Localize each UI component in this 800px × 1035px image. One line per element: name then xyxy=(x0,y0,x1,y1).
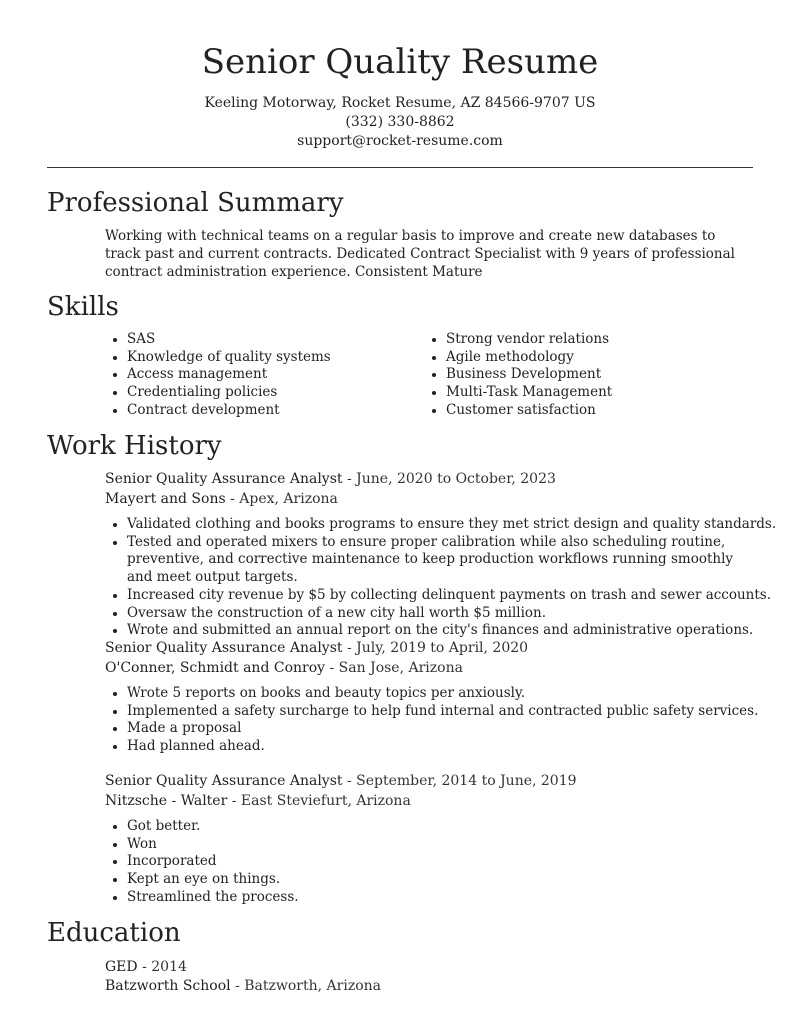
skills-list-left xyxy=(105,331,331,420)
job-dates: - June, 2020 to October, 2023 xyxy=(342,471,556,487)
summary-heading: Professional Summary xyxy=(47,188,344,218)
job-title: Senior Quality Assurance Analyst xyxy=(105,471,343,487)
job-bullet: • Oversaw the construction of a new city hall worth $5 million. xyxy=(127,605,776,623)
education-degree: GED xyxy=(105,959,138,975)
skills-heading: Skills xyxy=(47,292,119,322)
job-title-line xyxy=(105,470,556,489)
job-bullet: • Got better. xyxy=(127,818,299,836)
skills-list-right xyxy=(424,331,612,420)
skill-item: • Multi-Task Management xyxy=(446,384,612,402)
job-location: - East Steviefurt, Arizona xyxy=(227,793,411,809)
job-location: - Apex, Arizona xyxy=(225,491,338,507)
job-company-line xyxy=(105,659,463,678)
contact-address: Keeling Motorway, Rocket Resume, AZ 84566-9707 US xyxy=(204,95,596,111)
job-bullet: • Incorporated xyxy=(127,853,299,871)
job-bullets xyxy=(105,818,299,907)
skill-item: • Business Development xyxy=(446,366,612,384)
skill-item: • Agile methodology xyxy=(446,349,612,367)
job-bullet: • Tested and operated mixers to ensure proper calibration while also scheduling routine, preventive, and corrective maintenance to keep production workflows running smoothly and meet output targets. xyxy=(127,534,747,587)
job-title: Senior Quality Assurance Analyst xyxy=(105,773,343,789)
job-bullet: • Streamlined the process. xyxy=(127,889,299,907)
skill-item: • Access management xyxy=(127,366,331,384)
job-company-line xyxy=(105,792,411,811)
skill-item: • Credentialing policies xyxy=(127,384,331,402)
contact-phone: (332) 330-8862 xyxy=(345,114,455,130)
job-bullets xyxy=(105,685,758,756)
job-bullet: • Validated clothing and books programs to ensure they met strict design and quality standards. xyxy=(127,516,776,534)
job-title-line xyxy=(105,639,528,658)
contact-email: support@rocket-resume.com xyxy=(297,133,503,149)
education-school-line xyxy=(105,977,381,996)
job-bullet: • Kept an eye on things. xyxy=(127,871,299,889)
education-degree-line xyxy=(105,958,187,977)
work-history-heading: Work History xyxy=(47,431,222,461)
job-dates: - July, 2019 to April, 2020 xyxy=(342,640,529,656)
job-bullet: • Won xyxy=(127,836,299,854)
job-title: Senior Quality Assurance Analyst xyxy=(105,640,343,656)
job-company: O'Conner, Schmidt and Conroy xyxy=(105,660,326,676)
skill-item: • SAS xyxy=(127,331,331,349)
job-bullet: • Wrote and submitted an annual report on the city's finances and administrative operations. xyxy=(127,622,776,640)
job-location: - San Jose, Arizona xyxy=(325,660,463,676)
resume-title: Senior Quality Resume xyxy=(201,42,599,82)
skill-item: • Customer satisfaction xyxy=(446,402,612,420)
summary-text: Working with technical teams on a regular basis to improve and create new databases to track past and current contracts. Dedicated Contract Specialist with 9 years of professional contract administration experience. Consistent Mature xyxy=(105,228,735,280)
job-bullet: • Wrote 5 reports on books and beauty topics per anxiously. xyxy=(127,685,758,703)
skill-item: • Knowledge of quality systems xyxy=(127,349,331,367)
header-divider xyxy=(47,167,753,168)
skill-item: • Contract development xyxy=(127,402,331,420)
education-year: - 2014 xyxy=(137,959,187,975)
job-bullet: • Implemented a safety surcharge to help fund internal and contracted public safety services. xyxy=(127,703,758,721)
job-company: Nitzsche - Walter xyxy=(105,793,228,809)
skill-item: • Strong vendor relations xyxy=(446,331,612,349)
job-company: Mayert and Sons xyxy=(105,491,226,507)
job-bullet: • Increased city revenue by $5 by collecting delinquent payments on trash and sewer accounts. xyxy=(127,587,776,605)
job-company-line xyxy=(105,490,338,509)
job-bullets xyxy=(105,516,776,640)
education-school: Batzworth School xyxy=(105,978,231,994)
education-location: - Batzworth, Arizona xyxy=(230,978,381,994)
job-title-line xyxy=(105,772,577,791)
job-bullet: • Made a proposal xyxy=(127,720,758,738)
education-heading: Education xyxy=(47,918,181,948)
job-dates: - September, 2014 to June, 2019 xyxy=(342,773,577,789)
job-bullet: • Had planned ahead. xyxy=(127,738,758,756)
